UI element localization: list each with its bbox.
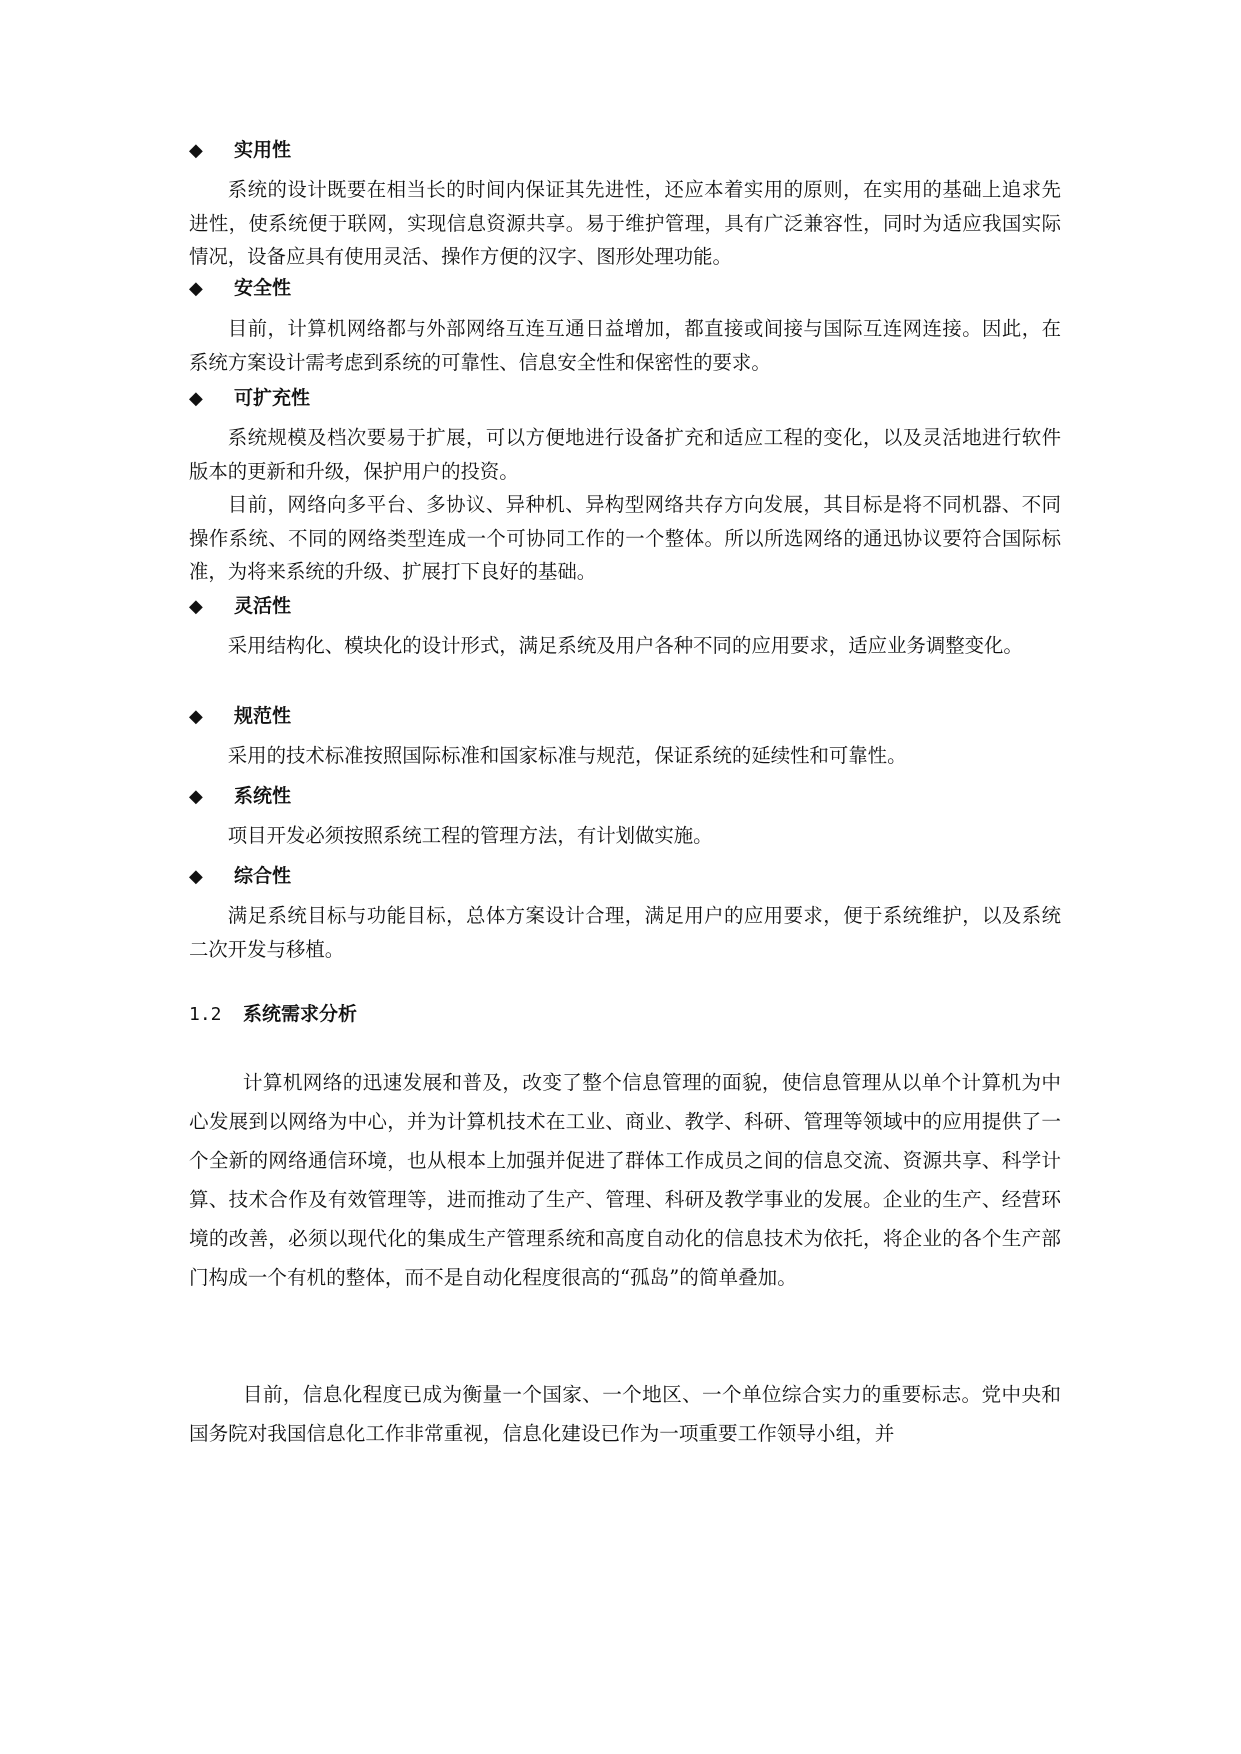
paragraph-comprehensiveness: 满足系统目标与功能目标，总体方案设计合理，满足用户的应用要求，便于系统维护，以及系统二次开发与移植。	[189, 904, 1061, 961]
heading-text: 规范性	[234, 705, 292, 727]
heading-text: 实用性	[234, 139, 292, 161]
paragraph-requirements-1: 计算机网络的迅速发展和普及，改变了整个信息管理的面貌，使信息管理从以单个计算机为中心发展到以网络为中心，并为计算机技术在工业、商业、教学、科研、管理等领域中的应用提供了一个全新的网络通信环境，也从根本上加强并促进了群体工作成员之间的信息交流、资源共享、科学计算、技术合作及有效管理等，进而推动了生产、管理、科研及教学事业的发展。企业的生产、经营环境的改善，必须以现代化的集成生产管理系统和高度自动化的信息技术为依托，将企业的各个生产部门构成一个有机的整体，而不是自动化程度很高的“孤岛”的简单叠加。	[189, 1071, 1061, 1289]
document-page	[189, 0, 1061, 1754]
paragraph-requirements-2: 目前，信息化程度已成为衡量一个国家、一个地区、一个单位综合实力的重要标志。党中央和国务院对我国信息化工作非常重视，信息化建设已作为一项重要工作领导小组，并	[189, 1383, 1061, 1445]
heading-flexibility	[189, 594, 1061, 619]
diamond-bullet-icon: ◆	[189, 706, 203, 727]
heading-standardization	[189, 704, 1061, 729]
diamond-bullet-icon: ◆	[189, 278, 203, 299]
heading-systematic	[189, 784, 1061, 809]
diamond-bullet-icon: ◆	[189, 866, 203, 887]
paragraph-systematic: 项目开发必须按照系统工程的管理方法，有计划做实施。	[227, 824, 713, 847]
diamond-bullet-icon: ◆	[189, 140, 203, 161]
heading-text: 综合性	[234, 865, 292, 887]
diamond-bullet-icon: ◆	[189, 786, 203, 807]
heading-text: 灵活性	[234, 595, 292, 617]
section-title-1-2	[189, 1002, 1061, 1027]
paragraph-practicality: 系统的设计既要在相当长的时间内保证其先进性，还应本着实用的原则，在实用的基础上追求先进性，使系统便于联网，实现信息资源共享。易于维护管理，具有广泛兼容性，同时为适应我国实际情况，设备应具有使用灵活、操作方便的汉字、图形处理功能。	[189, 178, 1061, 268]
paragraph-security: 目前，计算机网络都与外部网络互连互通日益增加，都直接或间接与国际互连网连接。因此，在系统方案设计需考虑到系统的可靠性、信息安全性和保密性的要求。	[189, 317, 1061, 374]
heading-practicality	[189, 138, 1061, 163]
paragraph-standardization: 采用的技术标准按照国际标准和国家标准与规范，保证系统的延续性和可靠性。	[227, 744, 907, 767]
diamond-bullet-icon: ◆	[189, 596, 203, 617]
paragraph-scalability-2: 目前，网络向多平台、多协议、异种机、异构型网络共存方向发展，其目标是将不同机器、不同操作系统、不同的网络类型连成一个可协同工作的一个整体。所以所选网络的通迅协议要符合国际标准，为将来系统的升级、扩展打下良好的基础。	[189, 493, 1061, 583]
section-number: 1.2	[189, 1004, 222, 1025]
paragraph-scalability-1: 系统规模及档次要易于扩展，可以方便地进行设备扩充和适应工程的变化，以及灵活地进行软件版本的更新和升级，保护用户的投资。	[189, 426, 1061, 483]
section-title-text: 系统需求分析	[243, 1003, 358, 1025]
heading-text: 安全性	[234, 277, 292, 299]
diamond-bullet-icon: ◆	[189, 388, 203, 409]
paragraph-flexibility: 采用结构化、模块化的设计形式，满足系统及用户各种不同的应用要求，适应业务调整变化。	[227, 634, 1023, 657]
heading-security	[189, 276, 1061, 301]
heading-text: 系统性	[234, 785, 292, 807]
heading-scalability	[189, 386, 1061, 411]
heading-text: 可扩充性	[234, 387, 311, 409]
heading-comprehensiveness	[189, 864, 1061, 889]
